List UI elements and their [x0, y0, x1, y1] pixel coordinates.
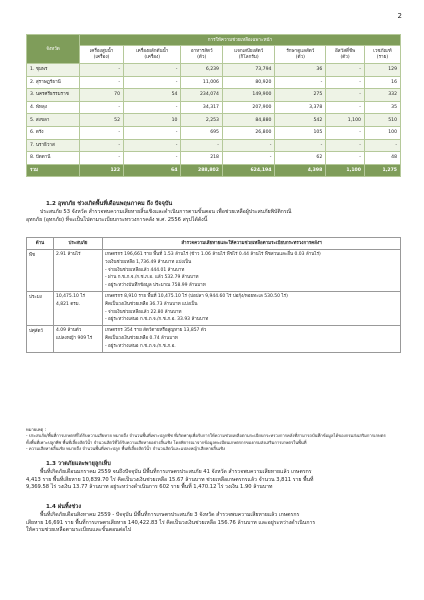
total-value-cell: 4,398 [275, 164, 326, 177]
province-cell: 5. สงขลา [27, 114, 80, 127]
survey-line: - จ่ายเงินช่วยเหลือแล้ว 22.80 ล้านบาท [105, 309, 182, 315]
affected-line: 2.91 ล้านไร่ [56, 252, 81, 257]
section-1-3-text [26, 469, 401, 492]
paragraph-line: ให้ความช่วยเหลือตามระเบียบและขั้นตอนต่อไป [26, 527, 132, 534]
paragraph-line: อุทกภัย (อุทกภัย) ที่จะเป็นไปตามระเบียบกระทรวงการคลัง พ.ศ. 2556 สรุปได้ดังนี้ [26, 216, 208, 223]
affected-line: 4.09 ล้านตัว [56, 328, 82, 334]
column-header [181, 46, 223, 64]
value-cell: - [124, 101, 181, 114]
survey-line: คิดเป็นวงเงินช่วยเหลือ 0.74 ล้านบาท [105, 335, 178, 341]
affected-cell [54, 326, 103, 352]
value-cell: 275 [275, 89, 326, 102]
province-cell: 2. สุราษฎร์ธานี [27, 76, 80, 89]
damage-type-cell: พืช [27, 250, 54, 292]
survey-cell [103, 291, 401, 325]
section-1-2-heading: 1.2 อุทกภัย ช่วงเกิดพื้นที่เดือนพฤษภาคม ถึง ปัจจุบัน [46, 201, 173, 207]
table-row [27, 291, 401, 325]
column-header [124, 46, 181, 64]
footnote-line: - ความเสียหายสิ้นเชิง หมายถึง จำนวนพื้นที่เพาะปลูก พื้นที่เลี้ยงสัตว์น้ำ จำนวนสัตว์และแปลงหญ้าเสียหายสิ้นเชิง [26, 445, 226, 451]
value-cell: - [80, 76, 124, 89]
value-cell: 105 [275, 126, 326, 139]
total-value-cell: 64 [124, 164, 181, 177]
table-row [27, 114, 401, 127]
flood-damage-table [26, 237, 401, 353]
value-cell: 6,239 [181, 64, 223, 77]
table2-header-affected: ประสบภัย [54, 238, 103, 250]
table-row [27, 126, 401, 139]
column-label: อาหารสัตว์ [190, 48, 213, 54]
survey-cell [103, 250, 401, 292]
column-unit: (กิโลกรัม) [238, 54, 259, 60]
value-cell: - [124, 152, 181, 165]
value-cell: 149,900 [222, 89, 274, 102]
survey-line: - อยู่ระหว่างเสนอ ก.ช.ภ.จ./ก.ช.ภ.อ. [105, 343, 176, 349]
value-cell: - [364, 139, 400, 152]
column-header [326, 46, 365, 64]
province-cell: 8. ปัตตานี [27, 152, 80, 165]
value-cell: 332 [364, 89, 400, 102]
affected-line: 10,475.10 ไร่ [56, 293, 86, 299]
column-unit: (ราย) [376, 54, 389, 60]
footnotes [26, 427, 401, 452]
total-value-cell: 122 [80, 164, 124, 177]
value-cell: 84,880 [222, 114, 274, 127]
footnote-line: หมายเหตุ : [26, 427, 46, 432]
value-cell: 34,317 [181, 101, 223, 114]
table-row [27, 64, 401, 77]
value-cell: 80,920 [222, 76, 274, 89]
column-unit: (ตัว) [295, 54, 305, 60]
total-label: รวม [27, 164, 80, 177]
paragraph-line: พื้นที่เกิดภัยเดือนมกราคม 2559 จนถึงปัจจุบัน มีพื้นที่การเกษตรประสบภัย 41 จังหวัด สำรวจพบความเสียหายแล้ว เกษตรกร [40, 469, 312, 475]
value-cell: - [275, 139, 326, 152]
value-cell: - [124, 64, 181, 77]
value-cell: - [124, 76, 181, 89]
section-1-3-heading: 1.3 วาตภัยและพายุลูกเห็บ [46, 461, 111, 467]
value-cell: 35 [364, 101, 400, 114]
value-cell: 218 [181, 152, 223, 165]
value-cell: 3,378 [275, 101, 326, 114]
value-cell: - [124, 126, 181, 139]
survey-line: - อยู่ระหว่างเสนอ ก.ช.ภ.จ./ก.ช.ภ.อ. 33.93 ล้านบาท [105, 317, 209, 323]
affected-cell [54, 250, 103, 292]
column-header [222, 46, 274, 64]
value-cell: 10 [124, 114, 181, 127]
value-cell: - [326, 89, 365, 102]
column-unit: (เครื่อง) [144, 54, 161, 60]
paragraph-line: 9,369.58 ไร่ วงเงิน 13.77 ล้านบาท อยู่ระหว่างดำเนินการ 602 ราย พื้นที่ 1,470.12 ไร่ วงเงิน 1.90 ล้านบาท [26, 484, 273, 491]
footnote-line: ทั้งพื้นที่เพาะปลูกพืช พื้นที่เลี้ยงสัตว์น้ำ จำนวนสัตว์ที่ได้รับความเสียหายอย่างสิ้นเชิง โดยพิจารณาจากข้อมูลทะเบียนเกษตรกรของกรมส่งเสริมการเกษตรในพื้นที่ [26, 439, 307, 445]
affected-line: แปลงหญ้า 909 ไร่ [56, 335, 93, 341]
province-cell: 3. นครศรีธรรมราช [27, 89, 80, 102]
value-cell: - [326, 101, 365, 114]
value-cell: - [275, 76, 326, 89]
table-row [27, 250, 401, 292]
value-cell: 73,794 [222, 64, 274, 77]
page-number: 2 [397, 12, 402, 20]
value-cell: 48 [364, 152, 400, 165]
value-cell: 11,006 [181, 76, 223, 89]
total-value-cell: 624,194 [222, 164, 274, 177]
survey-cell [103, 326, 401, 352]
value-cell: - [326, 64, 365, 77]
column-label: รักษาดูแลสัตว์ [286, 48, 315, 54]
column-label: เวชภัณฑ์ [373, 48, 392, 54]
table-row [27, 326, 401, 352]
paragraph-line: พื้นที่เกิดภัยเดือนสิงหาคม 2559 - ปัจจุบัน มีพื้นที่การเกษตรประสบภัย 3 จังหวัด สำรวจพบความเสียหายแล้ว เกษตรกร [40, 512, 300, 518]
column-label: เครื่องสูบน้ำ [89, 48, 114, 54]
value-cell: - [80, 139, 124, 152]
value-cell: 52 [80, 114, 124, 127]
column-unit: (เครื่อง) [93, 54, 110, 60]
table2-header-type: ด้าน [27, 238, 54, 250]
footnote-line: - ประสบภัย/พื้นที่การเกษตรที่ได้รับความเสียหาย หมายถึง จำนวนพื้นที่เพาะปลูกพืช ที่เกิดพายุเพื่อรับการให้ความช่วยเหลือตามระเบียบกระทรวงการคลังที่สามารถบันทึกข้อมูลได้ของกรมส่งเสริมการเกษตร [26, 433, 386, 439]
table-row [27, 152, 401, 165]
value-cell: - [80, 152, 124, 165]
section-1-4-heading: 1.4 ฝนทิ้งช่วง [46, 504, 82, 510]
paragraph-line: เสียหาย 16,691 ราย พื้นที่การเกษตรเสียหาย 140,422.83 ไร่ คิดเป็นวงเงินช่วยเหลือ 156.76 ล้านบาท และอยู่ระหว่างดำเนินการ [26, 519, 316, 526]
group-header: การให้ความช่วยเหลือเฉพาะหน้า [80, 35, 401, 46]
table-row [27, 139, 401, 152]
value-cell: - [326, 76, 365, 89]
survey-line: วงเงินช่วยเหลือ 1,736.49 ล้านบาท แบ่งเป็น [105, 259, 192, 265]
value-cell: - [222, 152, 274, 165]
damage-type-cell: ประมง [27, 291, 54, 325]
value-cell: - [222, 139, 274, 152]
province-header: จังหวัด [27, 35, 80, 64]
column-label: อีสวัสดิ์ชีพ [335, 48, 356, 54]
column-unit: (ตัว) [197, 54, 207, 60]
paragraph-line: 4,413 ราย พื้นที่เสียหาย 10,839.70 ไร่ คิดเป็นวงเงินช่วยเหลือ 15.67 ล้านบาท ช่วยเหลือเกษตรกรแล้ว จำนวน 3,811 ราย พื้นที่ [26, 476, 314, 483]
affected-line: 4,821 ตรม. [56, 301, 81, 307]
total-value-cell: 288,802 [181, 164, 223, 177]
value-cell: - [326, 152, 365, 165]
value-cell: 70 [80, 89, 124, 102]
affected-cell [54, 291, 103, 325]
value-cell: 16 [364, 76, 400, 89]
value-cell: 129 [364, 64, 400, 77]
column-header [80, 46, 124, 64]
province-cell: 6. ตรัง [27, 126, 80, 139]
survey-line: เกษตรกร 354 ราย สัตว์ตายหรือสูญหาย 13,857 ตัว [105, 328, 207, 334]
value-cell: 234,074 [181, 89, 223, 102]
table-row [27, 101, 401, 114]
value-cell: 207,900 [222, 101, 274, 114]
province-cell: 4. พัทลุง [27, 101, 80, 114]
survey-line: - อยู่ระหว่างบันทึกข้อมูล ประมาณ 758.99 ล้านบาท [105, 283, 206, 289]
value-cell: 542 [275, 114, 326, 127]
province-cell: 1. ชุมพร [27, 64, 80, 77]
value-cell: 2,253 [181, 114, 223, 127]
value-cell: - [124, 139, 181, 152]
table2-header-survey: สำรวจความเสียหายและให้ความช่วยเหลือตามระเบียบกระทรวงการคลังฯ [103, 238, 401, 250]
damage-type-cell: ปศุสัตว์ [27, 326, 54, 352]
total-value-cell: 1,275 [364, 164, 400, 177]
value-cell: - [181, 139, 223, 152]
value-cell: 54 [124, 89, 181, 102]
section-1-4-text [26, 512, 401, 535]
value-cell: 36 [275, 64, 326, 77]
survey-line: เกษตรกร 8,910 ราย พื้นที่ 10,475.10 ไร่ (บ่อปลา 9,944.60 ไร่ บ่อกุ้ง/หอยทะเล 530.50 ไร่) [105, 293, 288, 299]
value-cell: 26,800 [222, 126, 274, 139]
table-row [27, 76, 401, 89]
value-cell: 1,100 [326, 114, 365, 127]
value-cell: - [80, 101, 124, 114]
survey-line: - ผ่าน ก.ช.ภ.จ./ก.ช.ภ.อ. แล้ว 532.79 ล้านบาท [105, 275, 199, 281]
value-cell: - [326, 139, 365, 152]
table-row [27, 89, 401, 102]
column-label: เครื่องผลักดันน้ำ [136, 48, 169, 54]
assistance-table [26, 34, 401, 177]
total-row [27, 164, 401, 177]
column-label: แจกเสบียงสัตว์ [234, 48, 264, 54]
value-cell: - [80, 126, 124, 139]
survey-line: - จ่ายเงินช่วยเหลือแล้ว 444.01 ล้านบาท [105, 267, 185, 273]
value-cell: 510 [364, 114, 400, 127]
column-unit: (ตัว) [340, 54, 350, 60]
value-cell: - [80, 64, 124, 77]
survey-line: คิดเป็นวงเงินช่วยเหลือ 36.73 ล้านบาท แบ่งเป็น [105, 301, 198, 307]
value-cell: 695 [181, 126, 223, 139]
total-value-cell: 1,100 [326, 164, 365, 177]
value-cell: - [326, 126, 365, 139]
section-1-2-text [26, 209, 401, 224]
paragraph-line: ประสบภัย 53 จังหวัด สำรวจพบความเสียหายสิ้นเชิงและดำเนินการตามขั้นตอน เพื่อช่วยเหลือผู้ประสบภัยพิบัติกรณี [40, 209, 292, 215]
column-header [275, 46, 326, 64]
value-cell: 62 [275, 152, 326, 165]
survey-line: เกษตรกร 196,661 ราย พื้นที่ 1.53 ล้านไร่ (ข้าว 1.06 ล้านไร่ พืชไร่ 0.44 ล้านไร่ พืชสวนและอื่น 0.03 ล้านไร่) [105, 252, 321, 257]
column-header [364, 46, 400, 64]
value-cell: 100 [364, 126, 400, 139]
province-cell: 7. นราธิวาส [27, 139, 80, 152]
